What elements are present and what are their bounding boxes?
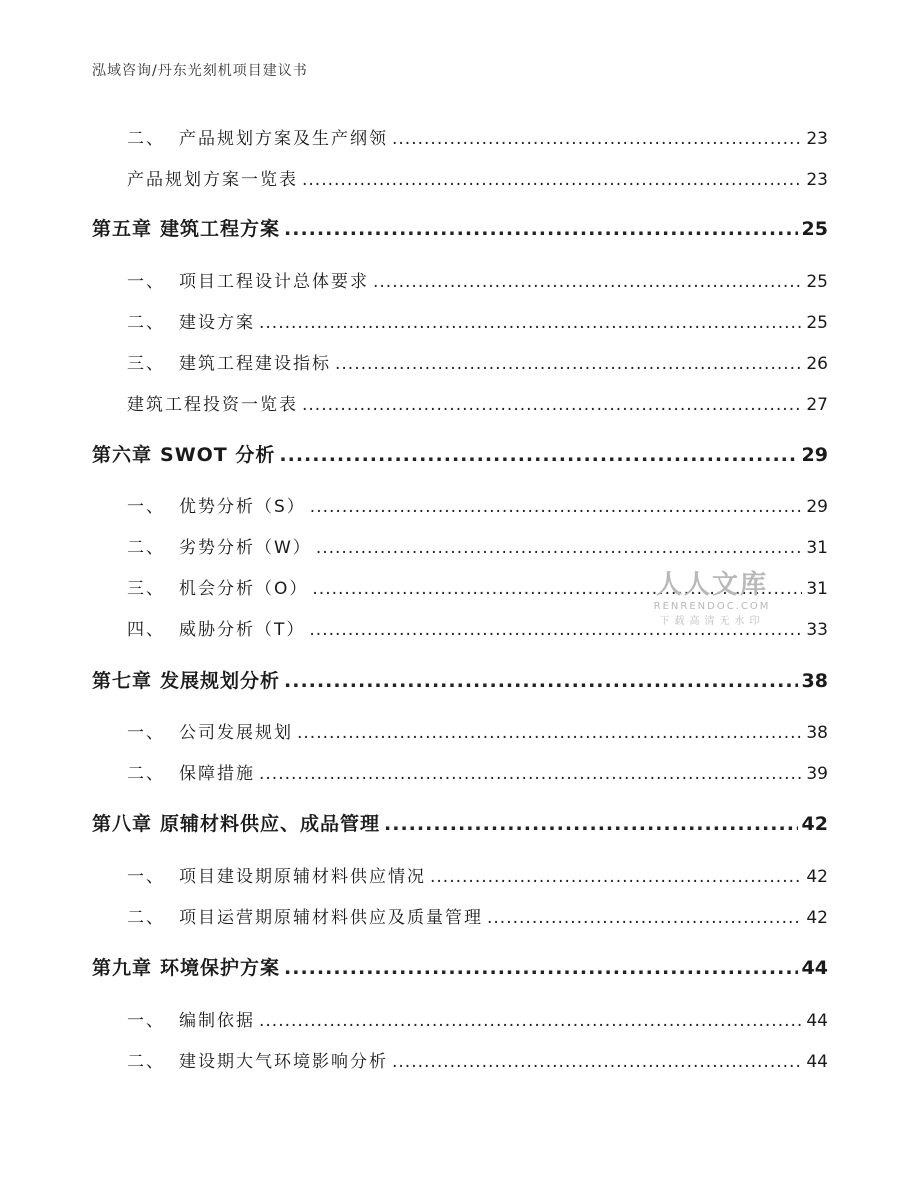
toc-entry-title: 项目建设期原辅材料供应情况 <box>179 867 426 887</box>
toc-entry[interactable] <box>127 267 828 292</box>
toc-chapter[interactable] <box>92 953 828 980</box>
toc-entry-page: 42 <box>806 908 828 928</box>
toc-leader-dots <box>297 723 802 743</box>
toc-entry-page: 25 <box>806 272 828 292</box>
toc-entry[interactable] <box>127 862 828 887</box>
toc-entry-title: 建设方案 <box>179 313 255 333</box>
toc-leader-dots <box>430 867 802 887</box>
toc-chapter-title: 发展规划分析 <box>160 670 281 692</box>
toc-entry-number: 一、 <box>127 497 165 517</box>
toc-entry-page: 42 <box>806 867 828 887</box>
toc-chapter-title: 建筑工程方案 <box>160 218 281 240</box>
toc-leader-dots <box>284 670 798 692</box>
toc-chapter-number: 第五章 <box>92 218 153 240</box>
toc-entry-page: 33 <box>806 620 828 640</box>
toc-entry[interactable] <box>127 165 828 190</box>
toc-chapter-page: 25 <box>801 218 828 240</box>
toc-leader-dots <box>302 170 802 190</box>
toc-entry[interactable] <box>127 124 828 149</box>
toc-entry-title: 产品规划方案及生产纲领 <box>179 129 388 149</box>
watermark-logo-text: 人人文库 <box>655 570 768 600</box>
toc-entry-number: 三、 <box>127 579 165 599</box>
toc-leader-dots <box>284 218 798 240</box>
watermark <box>648 564 776 627</box>
toc-entry[interactable] <box>127 390 828 415</box>
toc-chapter-page: 29 <box>801 444 828 466</box>
toc-chapter-title: 环境保护方案 <box>160 957 281 979</box>
toc-entry[interactable] <box>127 1006 828 1031</box>
toc-entry-number: 二、 <box>127 129 165 149</box>
watermark-domain: RENRENDOC.COM <box>653 601 771 612</box>
toc-entry-title: 建筑工程建设指标 <box>179 354 331 374</box>
toc-leader-dots <box>392 129 802 149</box>
toc-leader-dots <box>259 764 802 784</box>
toc-entry-title: 劣势分析（W） <box>179 538 312 558</box>
watermark-tagline: 下载高清无水印 <box>659 616 765 627</box>
toc-leader-dots <box>279 444 797 466</box>
toc-entry-page: 44 <box>806 1011 828 1031</box>
toc-chapter-page: 44 <box>801 957 828 979</box>
toc-entry-number: 二、 <box>127 538 165 558</box>
toc-entry-title: 建设期大气环境影响分析 <box>179 1052 388 1072</box>
toc-chapter[interactable] <box>92 214 828 241</box>
toc-chapter-page: 38 <box>801 670 828 692</box>
toc-entry-page: 23 <box>806 170 828 190</box>
toc-entry-number: 二、 <box>127 908 165 928</box>
toc-entry-title: 产品规划方案一览表 <box>127 170 298 190</box>
toc-entry-page: 25 <box>806 313 828 333</box>
toc-entry-page: 31 <box>806 538 828 558</box>
toc-entry-number: 二、 <box>127 313 165 333</box>
toc-entry-page: 27 <box>806 395 828 415</box>
toc-entry-title: 项目运营期原辅材料供应及质量管理 <box>179 908 483 928</box>
toc-entry-page: 38 <box>806 723 828 743</box>
toc-entry-title: 保障措施 <box>179 764 255 784</box>
toc-entry-number: 一、 <box>127 272 165 292</box>
toc-leader-dots <box>392 1052 802 1072</box>
toc-chapter-number: 第九章 <box>92 957 153 979</box>
toc-entry[interactable] <box>127 349 828 374</box>
toc-entry[interactable] <box>127 1047 828 1072</box>
toc-leader-dots <box>310 497 803 517</box>
toc-entry-page: 29 <box>806 497 828 517</box>
document-header: 泓域咨询/丹东光刻机项目建议书 <box>92 63 308 79</box>
toc-entry-page: 44 <box>806 1052 828 1072</box>
toc-entry-number: 四、 <box>127 620 165 640</box>
toc-entry-page: 39 <box>806 764 828 784</box>
toc-entry-number: 一、 <box>127 867 165 887</box>
toc-entry[interactable] <box>127 903 828 928</box>
toc-entry-title: 编制依据 <box>179 1011 255 1031</box>
toc-chapter-number: 第七章 <box>92 670 153 692</box>
toc-entry[interactable] <box>127 718 828 743</box>
toc-entry[interactable] <box>127 533 828 558</box>
toc-entry-page: 26 <box>806 354 828 374</box>
toc-chapter[interactable] <box>92 809 828 836</box>
toc-leader-dots <box>284 957 798 979</box>
toc-entry-title: 建筑工程投资一览表 <box>127 395 298 415</box>
toc-chapter-number: 第八章 <box>92 813 153 835</box>
toc-entry-title: 威胁分析（T） <box>179 620 306 640</box>
toc-entry-number: 一、 <box>127 723 165 743</box>
toc-entry-title: 机会分析（O） <box>179 579 309 599</box>
toc-leader-dots <box>384 813 798 835</box>
toc-leader-dots <box>302 395 802 415</box>
toc-leader-dots <box>487 908 802 928</box>
toc-chapter-title: SWOT 分析 <box>160 444 276 466</box>
toc-entry-number: 三、 <box>127 354 165 374</box>
toc-leader-dots <box>335 354 802 374</box>
toc-chapter-title: 原辅材料供应、成品管理 <box>160 813 381 835</box>
toc-entry-title: 优势分析（S） <box>179 497 306 517</box>
toc-entry-page: 23 <box>806 129 828 149</box>
toc-entry-title: 公司发展规划 <box>179 723 293 743</box>
toc-entry-title: 项目工程设计总体要求 <box>179 272 369 292</box>
toc-leader-dots <box>373 272 802 292</box>
toc-chapter-number: 第六章 <box>92 444 153 466</box>
toc-chapter[interactable] <box>92 666 828 693</box>
toc-entry-number: 一、 <box>127 1011 165 1031</box>
toc-entry[interactable] <box>127 492 828 517</box>
toc-leader-dots <box>259 313 802 333</box>
toc-leader-dots <box>259 1011 802 1031</box>
toc-entry-page: 31 <box>806 579 828 599</box>
toc-chapter-page: 42 <box>801 813 828 835</box>
toc-chapter[interactable] <box>92 440 828 467</box>
toc-leader-dots <box>316 538 803 558</box>
toc-entry-number: 二、 <box>127 764 165 784</box>
toc-entry[interactable] <box>127 759 828 784</box>
toc-entry-number: 二、 <box>127 1052 165 1072</box>
toc-entry[interactable] <box>127 308 828 333</box>
